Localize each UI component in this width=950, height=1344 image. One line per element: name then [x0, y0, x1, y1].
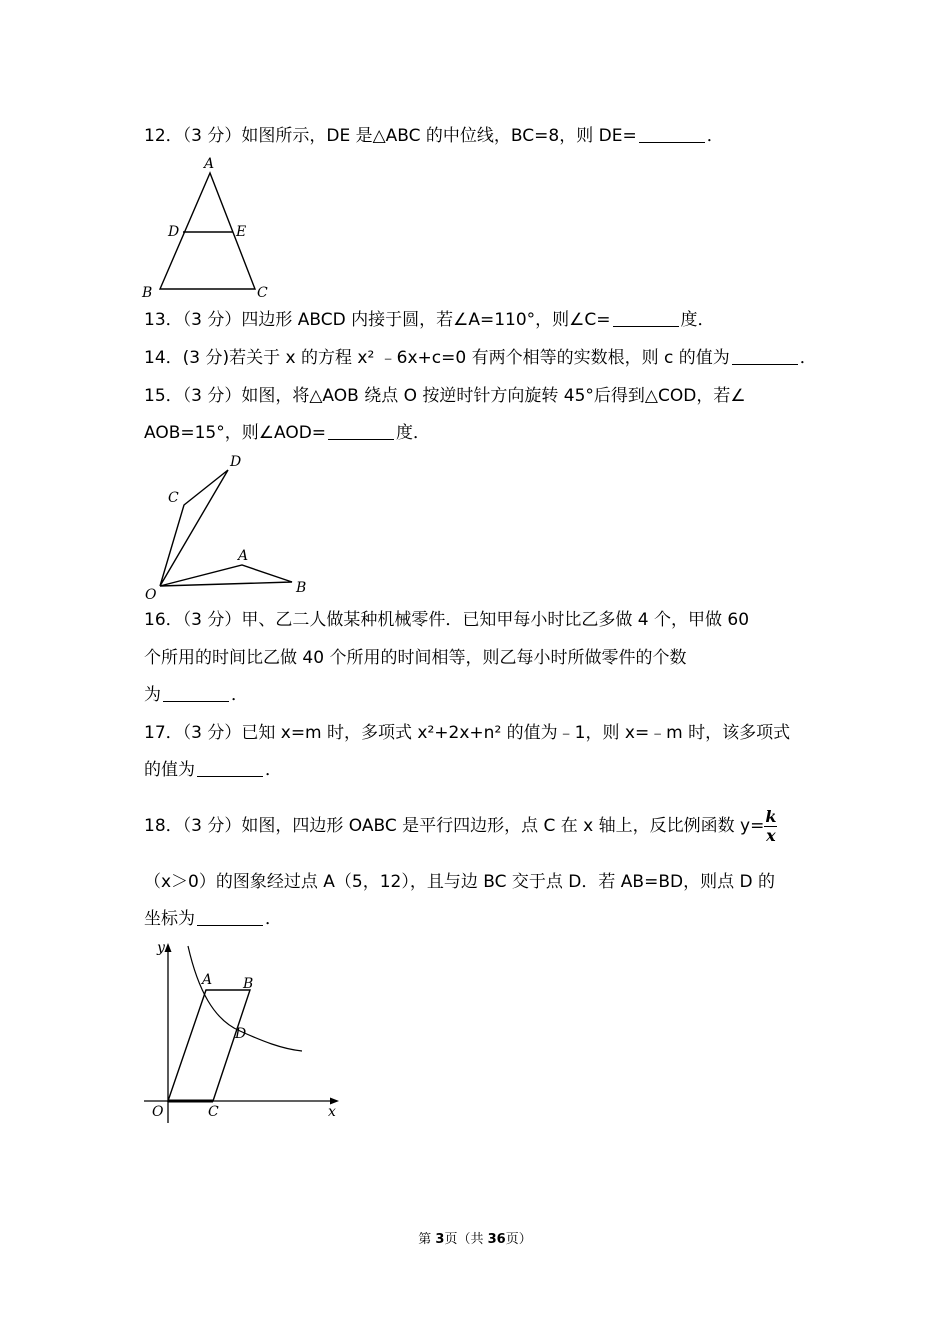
question-18-end: ． [265, 909, 282, 929]
fig15-label-a: A [238, 548, 249, 564]
question-13-end: 度． [680, 310, 715, 330]
question-13-text: 13．（3 分）四边形 ABCD 内接于圆，若∠A=110°，则∠C= [144, 310, 611, 330]
fraction-k-over-x [764, 808, 777, 845]
answer-blank-13[interactable] [613, 309, 679, 327]
fraction-denominator: x [766, 825, 776, 845]
question-17-end: ． [265, 760, 282, 780]
question-14-text: 14．(3 分)若关于 x 的方程 x² ﹣6x+c=0 有两个相等的实数根，则 c 的值为 [144, 348, 730, 368]
question-18-line-2: （x＞0）的图象经过点 A（5，12），且与边 BC 交于点 D．若 AB=BD，则点 D 的 [144, 872, 775, 892]
fig12-label-d: D [168, 224, 180, 240]
answer-blank-12[interactable] [639, 125, 705, 143]
question-17-line-1: 17．（3 分）已知 x=m 时，多项式 x²+2x+n² 的值为﹣1，则 x=﹣m 时，该多项式 [144, 723, 791, 743]
question-18-line-3 [144, 907, 282, 931]
question-12-text: 12．（3 分）如图所示，DE 是△ABC 的中位线，BC=8，则 DE= [144, 126, 637, 146]
fig18-label-a: A [202, 972, 213, 988]
fig18-label-c: C [208, 1104, 219, 1120]
footer-suffix: 页） [505, 1232, 532, 1247]
figure-triangle-abc [140, 152, 280, 302]
question-15-line-1: 15．（3 分）如图，将△AOB 绕点 O 按逆时针方向旋转 45°后得到△COD，若∠ [144, 386, 746, 406]
fig12-label-c: C [257, 285, 268, 301]
question-16-line-1: 16．（3 分）甲、乙二人做某种机械零件．已知甲每小时比乙多做 4 个，甲做 60 [144, 610, 750, 630]
fig18-label-x: x [328, 1104, 336, 1120]
fig15-label-c: C [168, 490, 179, 506]
fig18-label-b: B [243, 976, 254, 992]
question-12 [144, 124, 724, 148]
fig18-label-d: D [235, 1026, 247, 1042]
fraction-numerator: k [765, 806, 777, 826]
question-14-end: ． [799, 348, 817, 368]
footer-prefix: 第 [418, 1232, 436, 1247]
question-17-line-2 [144, 758, 282, 782]
footer-page-number: 3 [435, 1232, 445, 1247]
question-15-end: 度． [396, 423, 431, 443]
question-16-text: 为 [144, 685, 161, 705]
question-16-line-3 [144, 683, 248, 707]
fig15-label-b: B [296, 580, 307, 596]
question-18-text: 18．（3 分）如图，四边形 OABC 是平行四边形，点 C 在 x 轴上，反比例函数 y= [144, 816, 765, 836]
question-16-end: ． [231, 685, 248, 705]
question-16-line-2: 个所用的时间比乙做 40 个所用的时间相等，则乙每小时所做零件的个数 [144, 648, 687, 668]
fig18-label-o: O [152, 1104, 164, 1120]
question-12-end: ． [706, 126, 724, 146]
page-footer [0, 1228, 950, 1247]
fig12-label-a: A [204, 156, 215, 172]
question-13 [144, 308, 715, 332]
fig12-label-e: E [236, 224, 247, 240]
answer-blank-18[interactable] [197, 908, 263, 926]
answer-blank-14[interactable] [732, 347, 798, 365]
figure-rotation-aob-cod [140, 450, 320, 605]
figure-parallelogram-oabc [140, 938, 350, 1128]
question-18-line-1 [144, 804, 777, 848]
question-15-line-2 [144, 421, 430, 445]
answer-blank-17[interactable] [197, 759, 263, 777]
question-15-text: AOB=15°，则∠AOD= [144, 423, 327, 443]
fig18-label-y: y [157, 940, 165, 956]
footer-total-pages: 36 [487, 1232, 506, 1247]
question-18-text-2: 坐标为 [144, 909, 195, 929]
answer-blank-16[interactable] [163, 684, 229, 702]
question-14 [144, 346, 817, 370]
fig15-label-d: D [230, 454, 242, 470]
fig12-label-b: B [142, 285, 153, 301]
footer-mid: 页（共 [444, 1232, 488, 1247]
fig15-label-o: O [145, 587, 157, 603]
question-17-text: 的值为 [144, 760, 195, 780]
answer-blank-15[interactable] [328, 422, 394, 440]
